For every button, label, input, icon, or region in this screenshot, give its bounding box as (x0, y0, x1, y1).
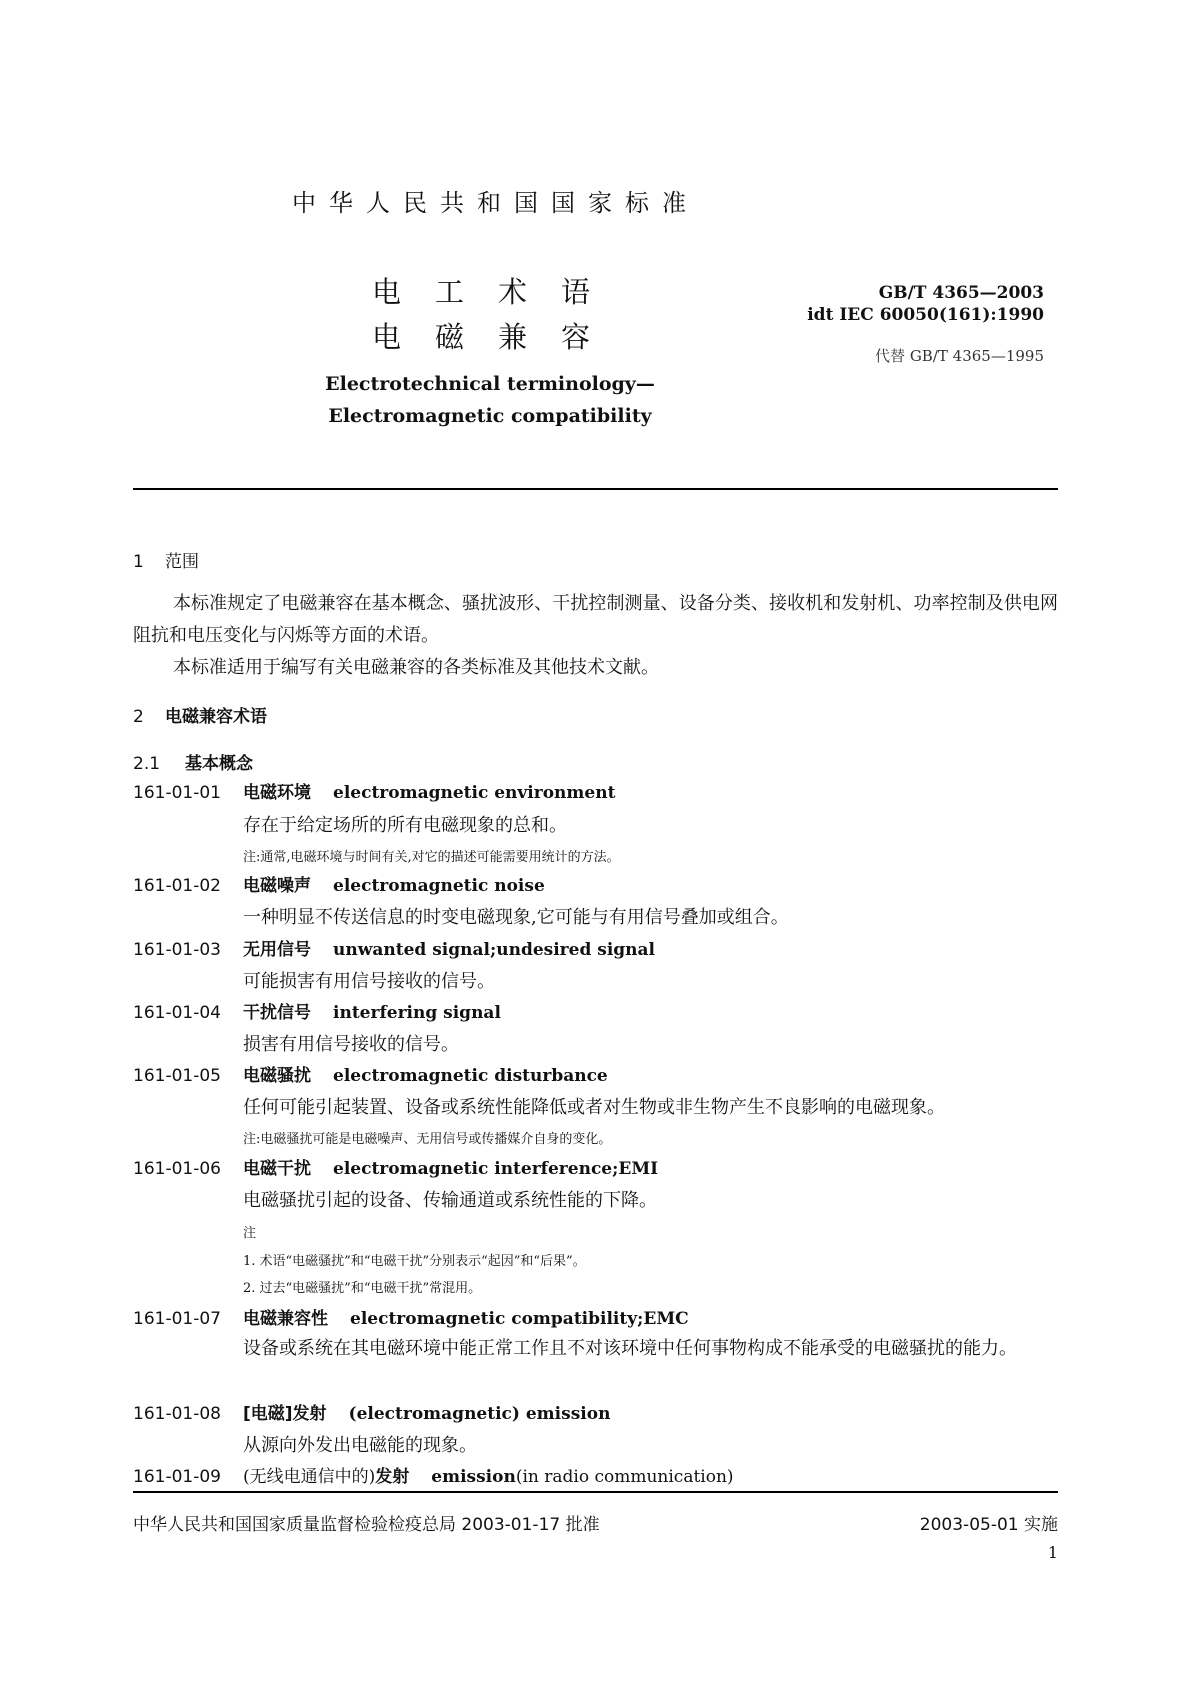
section-2-1-heading (133, 749, 253, 774)
term-definition: 从源向外发出电磁能的现象。 (243, 1435, 477, 1456)
term-definition: 损害有用信号接收的信号。 (243, 1034, 459, 1055)
term-chinese: 发射 (375, 1467, 410, 1487)
term-english: emission (431, 1467, 516, 1487)
term-definition: 任何可能引起装置、设备或系统性能降低或者对生物或非生物产生不良影响的电磁现象。 (243, 1097, 945, 1118)
term-number: 161-01-02 (133, 876, 221, 896)
term-chinese-prefix: (无线电通信中的) (243, 1467, 376, 1487)
term-chinese: 无用信号 (243, 940, 311, 960)
header-divider (133, 488, 1058, 490)
term-note-item: 2. 过去“电磁骚扰”和“电磁干扰”常混用。 (243, 1281, 482, 1296)
term-number: 161-01-07 (133, 1309, 221, 1329)
term-number: 161-01-06 (133, 1159, 221, 1179)
term-english: (electromagnetic) emission (348, 1404, 611, 1424)
term-number: 161-01-03 (133, 940, 221, 960)
term-number: 161-01-09 (133, 1467, 221, 1487)
term-note: 注:通常,电磁环境与时间有关,对它的描述可能需要用统计的方法。 (243, 850, 620, 865)
term-chinese: 电磁环境 (243, 783, 311, 803)
term-entry (133, 1462, 734, 1487)
term-chinese: 电磁兼容性 (243, 1309, 328, 1329)
section-2-number: 2 (133, 707, 144, 727)
term-entry (133, 1304, 689, 1329)
page-number: 1 (1047, 1543, 1058, 1562)
implementation-date: 2003-05-01 实施 (919, 1515, 1058, 1535)
term-entry (133, 1154, 658, 1179)
term-english: interfering signal (333, 1003, 501, 1023)
term-number: 161-01-04 (133, 1003, 221, 1023)
term-entry (133, 998, 501, 1023)
chinese-title-line-2: 电磁兼容 (372, 320, 625, 354)
section-1-heading (133, 547, 199, 572)
term-number: 161-01-08 (133, 1404, 221, 1424)
english-title-line-2: Electromagnetic compatibility (328, 405, 652, 427)
term-chinese: 电磁干扰 (243, 1159, 311, 1179)
term-english: unwanted signal;undesired signal (333, 940, 656, 960)
section-2-1-title: 基本概念 (185, 754, 253, 774)
term-definition: 电磁骚扰引起的设备、传输通道或系统性能的下降。 (243, 1190, 657, 1211)
section-2-title: 电磁兼容术语 (165, 707, 267, 727)
section-1-number: 1 (133, 552, 144, 572)
term-entry (133, 871, 545, 896)
term-english: electromagnetic compatibility;EMC (350, 1309, 689, 1329)
section-2-1-number: 2.1 (133, 754, 161, 774)
chinese-title-line-1: 电工术语 (372, 275, 625, 309)
term-chinese: 干扰信号 (243, 1003, 311, 1023)
section-1-paragraph-1: 本标准规定了电磁兼容在基本概念、骚扰波形、干扰控制测量、设备分类、接收机和发射机、功率控制及供电网阻抗和电压变化与闪烁等方面的术语。 (133, 593, 1058, 646)
term-chinese: 电磁骚扰 (243, 1066, 311, 1086)
standard-replaces: 代替 GB/T 4365—1995 (875, 347, 1044, 365)
term-note-item: 1. 术语“电磁骚扰”和“电磁干扰”分别表示“起因”和“后果”。 (243, 1254, 586, 1269)
term-definition: 存在于给定场所的所有电磁现象的总和。 (243, 815, 567, 836)
standard-idt: idt IEC 60050(161):1990 (807, 305, 1044, 325)
standard-number: GB/T 4365—2003 (878, 283, 1044, 303)
term-note: 注:电磁骚扰可能是电磁噪声、无用信号或传播媒介自身的变化。 (243, 1132, 612, 1147)
term-entry (133, 935, 655, 960)
term-definition: 设备或系统在其电磁环境中能正常工作且不对该环境中任何事物构成不能承受的电磁骚扰的能力。 (243, 1338, 1017, 1359)
term-definition: 一种明显不传送信息的时变电磁现象,它可能与有用信号叠加或组合。 (243, 907, 789, 928)
term-english: electromagnetic interference;EMI (333, 1159, 659, 1179)
term-english: electromagnetic disturbance (333, 1066, 608, 1086)
section-1-paragraph-2: 本标准适用于编写有关电磁兼容的各类标准及其他技术文献。 (173, 657, 659, 678)
term-number: 161-01-01 (133, 783, 221, 803)
term-note-label: 注 (243, 1226, 257, 1241)
term-english-suffix: (in radio communication) (515, 1467, 734, 1487)
term-entry (133, 778, 615, 803)
section-1-title: 范围 (165, 552, 199, 572)
section-2-heading (133, 702, 267, 727)
term-chinese: 电磁噪声 (243, 876, 311, 896)
term-chinese: [电磁]发射 (243, 1404, 327, 1424)
term-entry (133, 1061, 608, 1086)
national-standard-title: 中华人民共和国国家标准 (292, 189, 699, 217)
english-title-line-1: Electrotechnical terminology— (325, 373, 655, 395)
term-entry (133, 1399, 610, 1424)
term-english: electromagnetic environment (333, 783, 616, 803)
footer-divider (133, 1491, 1058, 1493)
approval-statement: 中华人民共和国国家质量监督检验检疫总局 2003-01-17 批准 (133, 1515, 600, 1535)
term-number: 161-01-05 (133, 1066, 221, 1086)
term-english: electromagnetic noise (333, 876, 545, 896)
term-definition: 可能损害有用信号接收的信号。 (243, 971, 495, 992)
